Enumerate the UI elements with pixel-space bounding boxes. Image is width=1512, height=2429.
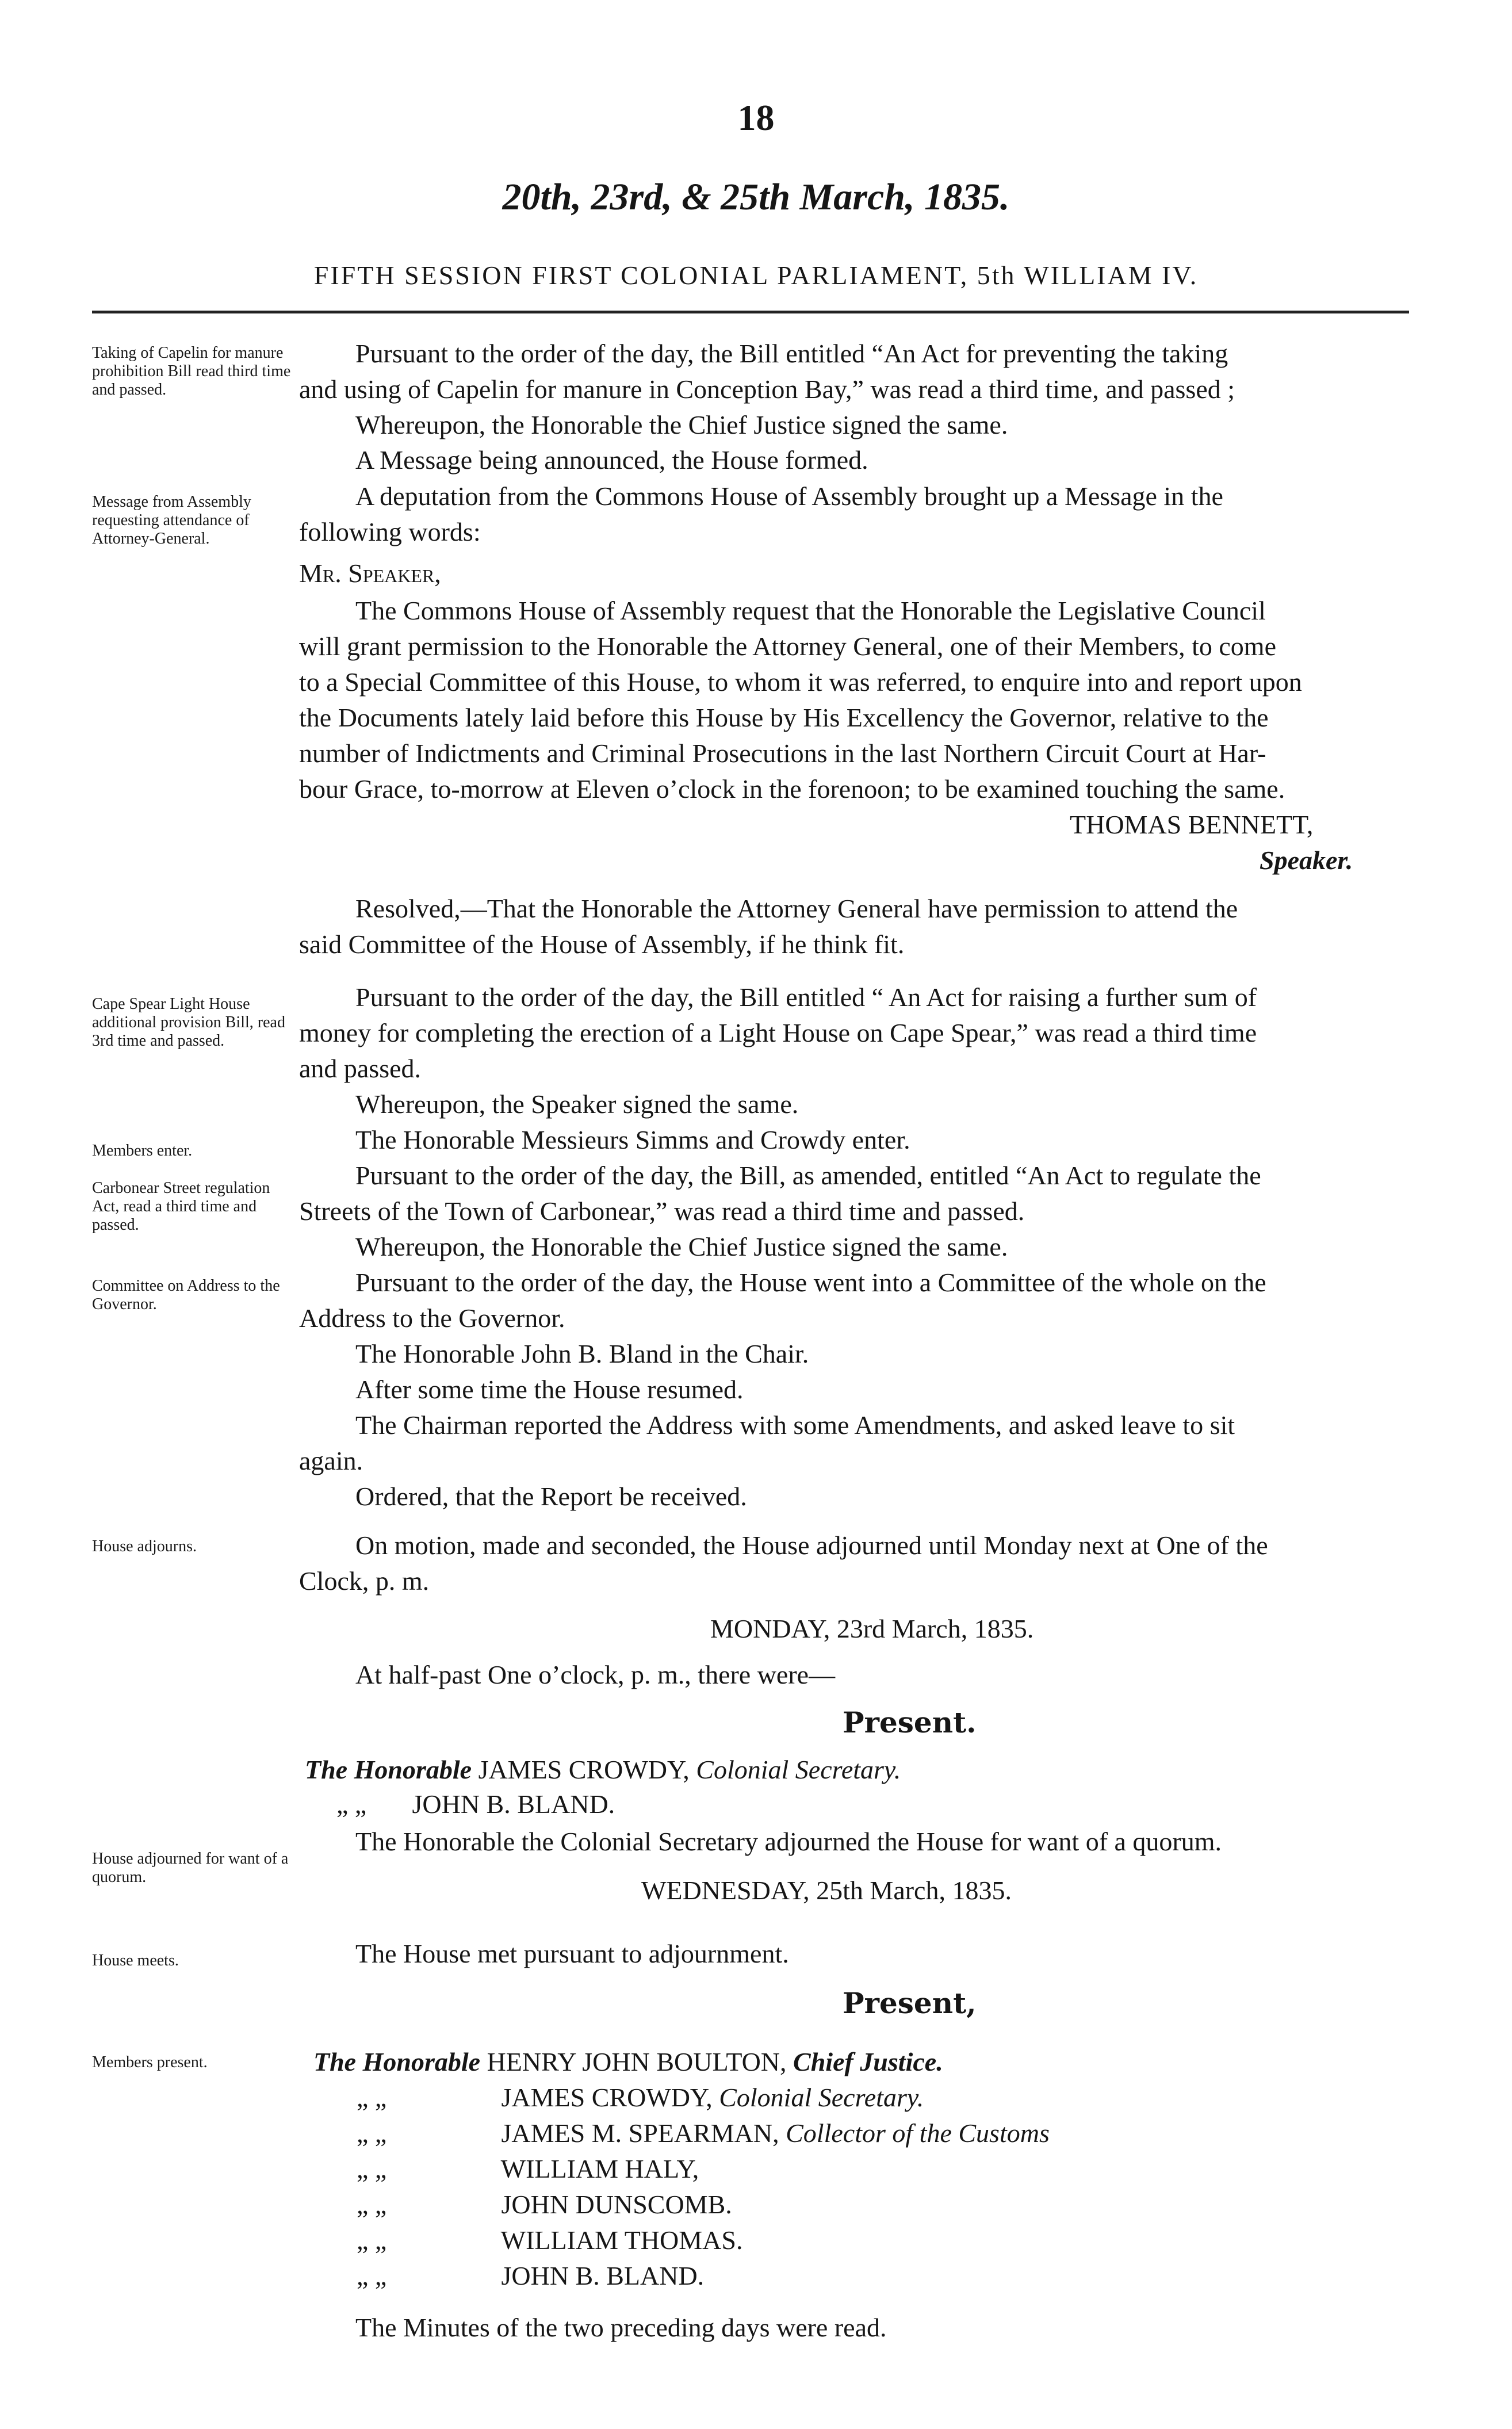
body-line: The Minutes of the two preceding days were read. <box>355 2313 887 2342</box>
attendance-line <box>313 2047 943 2077</box>
message-line: the Documents lately laid before this House by His Excellency the Governor, relative to the <box>299 703 1269 732</box>
header-rule <box>92 311 1409 313</box>
ditto-mark: „ „ <box>357 2225 387 2255</box>
attendance-line <box>357 2118 1050 2148</box>
margin-note-cape-spear: Cape Spear Light House additional provision Bill, read 3rd time and passed. <box>92 995 285 1050</box>
present-heading: Present, <box>843 1986 977 2020</box>
member-name: WILLIAM HALY, <box>500 2154 699 2183</box>
attendance-line <box>357 2082 924 2113</box>
body-line: A deputation from the Commons House of Assembly brought up a Message in the <box>355 481 1223 511</box>
member-name: JAMES M. SPEARMAN, <box>501 2118 779 2148</box>
message-line: number of Indictments and Criminal Prosecutions in the last Northern Circuit Court at Har- <box>299 739 1266 768</box>
ditto-mark: „ „ <box>357 2083 387 2112</box>
message-line: bour Grace, to-morrow at Eleven o’clock in the forenoon; to be examined touching the same. <box>299 774 1285 804</box>
margin-note-capelin: Taking of Capelin for manure prohibition Bill read third time and passed. <box>92 344 291 399</box>
resolved-line: said Committee of the House of Assembly, if he think fit. <box>299 929 905 959</box>
salutation: Mr. Speaker, <box>299 559 441 588</box>
member-title: Colonial Secretary. <box>719 2083 924 2112</box>
body-line: and passed. <box>299 1054 422 1083</box>
day-heading-monday: MONDAY, 23rd March, 1835. <box>710 1614 1034 1643</box>
body-line: money for completing the erection of a Light House on Cape Spear,” was read a third time <box>299 1018 1257 1047</box>
body-line: Pursuant to the order of the day, the Bill, as amended, entitled “An Act to regulate the <box>355 1161 1261 1190</box>
margin-note-carbonear: Carbonear Street regulation Act, read a third time and passed. <box>92 1179 270 1234</box>
body-line: Address to the Governor. <box>299 1303 565 1333</box>
body-line: A Message being announced, the House formed. <box>355 445 868 475</box>
session-heading: FIFTH SESSION FIRST COLONIAL PARLIAMENT, 5th WILLIAM IV. <box>313 261 1199 290</box>
signature-name: THOMAS BENNETT, <box>1070 810 1314 839</box>
ditto-mark: „ „ <box>357 2118 387 2148</box>
body-line: On motion, made and seconded, the House adjourned until Monday next at One of the <box>355 1531 1268 1560</box>
attendance-line <box>357 2153 699 2184</box>
body-line: Clock, p. m. <box>299 1566 430 1596</box>
message-line: to a Special Committee of this House, to whom it was referred, to enquire into and report upon <box>299 667 1302 697</box>
ditto-mark: „ „ <box>357 2190 387 2219</box>
body-line: following words: <box>299 517 481 546</box>
member-name: JOHN DUNSCOMB. <box>501 2190 732 2219</box>
body-line: The Honorable John B. Bland in the Chair. <box>355 1339 809 1368</box>
margin-note-message: Message from Assembly requesting attendance of Attorney-General. <box>92 493 251 548</box>
margin-note-members-enter: Members enter. <box>92 1142 193 1160</box>
margin-note-members-present: Members present. <box>92 2053 208 2071</box>
member-title: Colonial Secretary. <box>696 1755 901 1784</box>
body-line: After some time the House resumed. <box>355 1375 744 1404</box>
signature-title: Speaker. <box>1260 846 1353 875</box>
body-line: Whereupon, the Honorable the Chief Justice signed the same. <box>355 1232 1008 1261</box>
margin-note-adjourns: House adjourns. <box>92 1537 197 1555</box>
resolved-line: Resolved,—That the Honorable the Attorney General have permission to attend the <box>355 894 1238 923</box>
member-name: JOHN B. BLAND. <box>501 2261 705 2290</box>
honorable-prefix: The Honorable <box>313 2047 481 2076</box>
body-line: Pursuant to the order of the day, the House went into a Committee of the whole on the <box>355 1268 1266 1297</box>
body-line: The Honorable Messieurs Simms and Crowdy enter. <box>355 1125 910 1154</box>
body-line: Whereupon, the Speaker signed the same. <box>355 1089 799 1119</box>
message-line: The Commons House of Assembly request that the Honorable the Legislative Council <box>355 596 1266 625</box>
margin-note-meets: House meets. <box>92 1952 179 1969</box>
body-line: Ordered, that the Report be received. <box>355 1482 747 1511</box>
attendance-line <box>336 1789 615 1819</box>
message-line: will grant permission to the Honorable the Attorney General, one of their Members, to come <box>299 632 1276 661</box>
page-number: 18 <box>737 97 775 138</box>
body-line: and using of Capelin for manure in Conception Bay,” was read a third time, and passed ; <box>299 374 1235 404</box>
ditto-mark: „ „ <box>336 1789 367 1819</box>
body-line: At half-past One o’clock, p. m., there were— <box>355 1660 836 1689</box>
member-name: JAMES CROWDY, <box>501 2083 713 2112</box>
margin-note-quorum: House adjourned for want of a quorum. <box>92 1850 289 1886</box>
body-line: The Honorable the Colonial Secretary adjourned the House for want of a quorum. <box>355 1827 1222 1856</box>
body-line: The House met pursuant to adjournment. <box>355 1939 789 1968</box>
body-line: Pursuant to the order of the day, the Bill entitled “ An Act for raising a further sum of <box>355 982 1257 1012</box>
attendance-line <box>357 2225 742 2255</box>
member-title: Chief Justice. <box>793 2047 943 2076</box>
member-name: JAMES CROWDY, <box>478 1755 690 1784</box>
member-name: JOHN B. BLAND. <box>412 1789 615 1819</box>
attendance-line <box>357 2189 732 2220</box>
body-line: Pursuant to the order of the day, the Bill entitled “An Act for preventing the taking <box>355 339 1228 368</box>
member-name: WILLIAM THOMAS. <box>500 2225 743 2255</box>
ditto-mark: „ „ <box>357 2154 387 2183</box>
day-heading-wednesday: WEDNESDAY, 25th March, 1835. <box>641 1876 1012 1905</box>
margin-note-committee: Committee on Address to the Governor. <box>92 1277 280 1313</box>
ditto-mark: „ „ <box>357 2261 387 2290</box>
member-name: HENRY JOHN BOULTON, <box>487 2047 787 2076</box>
body-line: Whereupon, the Honorable the Chief Justice signed the same. <box>355 410 1008 439</box>
attendance-line <box>357 2260 704 2291</box>
page-date-heading: 20th, 23rd, & 25th March, 1835. <box>502 176 1010 218</box>
member-title: Collector of the Customs <box>786 2118 1050 2148</box>
body-line: again. <box>299 1446 363 1475</box>
present-heading: Present. <box>843 1705 977 1739</box>
body-line: Streets of the Town of Carbonear,” was read a third time and passed. <box>299 1196 1025 1226</box>
attendance-line <box>305 1754 901 1785</box>
body-line: The Chairman reported the Address with some Amendments, and asked leave to sit <box>355 1410 1235 1440</box>
honorable-prefix: The Honorable <box>305 1755 472 1784</box>
